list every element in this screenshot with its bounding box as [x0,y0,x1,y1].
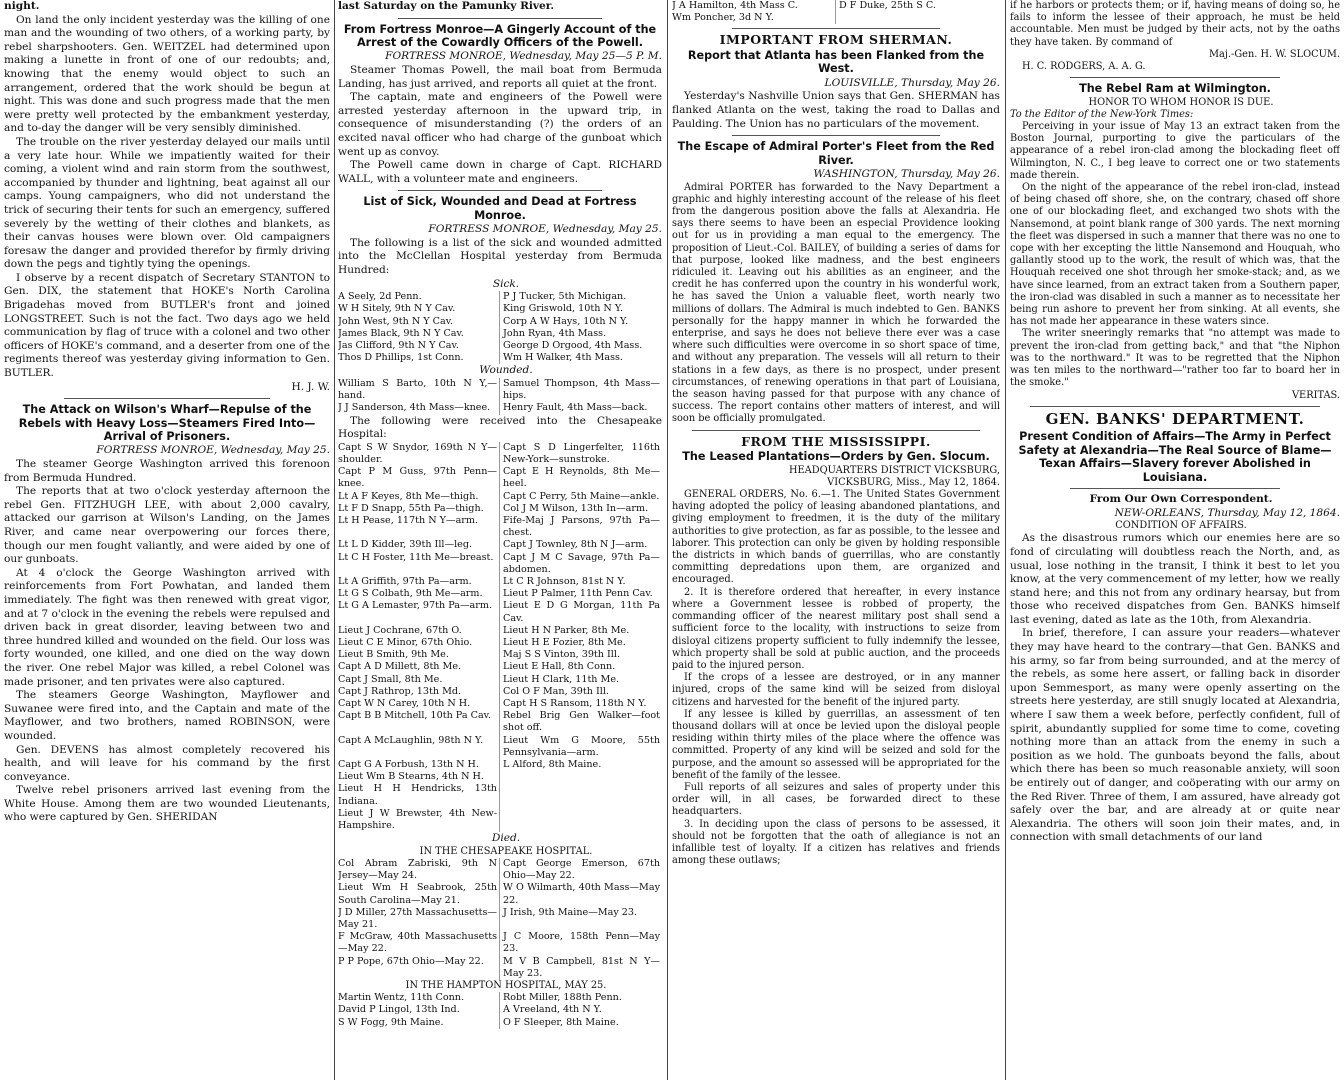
paragraph: The writer sneeringly remarks that "no attempt was made to prevent the iron-clad from getting back," and that "the Niphon was to the northward." It was to be regretted that the Niphon was ten miles to the northward—"rather too far to board her in the smoke." [1010,328,1340,389]
divider [64,398,270,399]
paragraph: GENERAL ORDERS, No. 6.—1. The United States Government having adopted the policy of leasing abandoned plantations, and giving employment to freedmen, it is the duty of the military authorities to give protection, as far as possible, to the lessee and laborer. This protection can only be given by holding responsible the districts in which bands of guerrillas, who are constantly committing depredations upon them, are organized and encouraged. [672,489,1000,586]
list-item: A Vreeland, 4th N Y. [503,1004,602,1016]
list-item: Capt J Rathrop, 13th Md. [338,686,500,698]
article-headline: The Rebel Ram at Wilmington. [1079,82,1271,96]
list-item: Capt C Perry, 5th Maine—ankle. [503,490,660,502]
paragraph: The Powell came down in charge of Capt. RICHARD WALL, with a volunteer mate and engineers. [338,159,662,185]
dateline: HEADQUARTERS DISTRICT VICKSBURG, [788,464,1000,476]
dateline: NEW-ORLEANS, Thursday, May 12, 1864. [1114,506,1340,519]
paragraph: The captain, mate and engineers of the Powell were arrested yesterday afternoon in the upward trip, in consequence of misunderstanding (?) the orders of an excited naval officer who had charge of the gunboat which went up as convoy. [338,91,662,158]
list-item: Capt W N Carey, 10th N H. [338,698,500,710]
section-headline: GEN. BANKS' DEPARTMENT. [1045,409,1305,428]
paragraph: If the crops of a lessee are destroyed, or in any manner injured, crops of the same kind will be seized from disloyal citizens and harvested for the benefit of the injured party. [672,672,1000,708]
paragraph: The following is a list of the sick and wounded admitted into the McClellan Hospital yesterday from Bermuda Hundred: [338,236,662,276]
list-item: Lieut C E Minor, 67th Ohio. [338,637,500,649]
list-label: Died. [491,832,521,845]
paragraph: Twelve rebel prisoners arrived last evening from the White House. Among them are two wounded Lieutenants, who were captured by Gen. SHERIDAN [4,784,330,824]
list-item: Capt A McLaughlin, 98th N Y. [338,735,500,759]
list-item: Maj S S Vinton, 39th Ill. [503,649,620,661]
divider [692,430,980,431]
list-item: M V B Campbell, 81st N Y—May 23. [503,955,660,979]
list-item: Capt G A Forbush, 13th N H. [338,759,500,771]
list-item: O F Sleeper, 8th Maine. [503,1016,619,1028]
list-item: A Seely, 2d Penn. [338,291,500,303]
paragraph: On the night of the appearance of the rebel iron-clad, instead of being chased off shore, she, on the contrary, chased off shore one of our blockading fleet, and exchanged two shots with the Nansemond, at point blank range of 300 yards. The next morning the fleet was dispersed in such a manner that there was no one to cope with her excepting the little Nansemond and Houquah, who gallantly stood up to the work, the result of which was, that the Houquah received one shot through her smoke-stack; and, as we have since learned, from an extract taken from a Southern paper, the iron-clad was disabled in such a manner as to necessitate her being run ashore to prevent her from sinking. At all events, she has not made her appearance in these waters since. [1010,182,1340,328]
list-item: Lieut Wm B Stearns, 4th N H. [338,771,500,783]
paragraph: if he harbors or protects them; or if, having means of doing so, he fails to inform the lessee of their approach, he must be held accountable. Men must be judged by their acts, not by the oaths they have taken. By command of [1010,0,1340,48]
list-item: George D Orgood, 4th Mass. [503,339,643,351]
list-item: Lieut E D G Morgan, 11th Pa Cav. [503,600,660,624]
divider [732,28,940,29]
wounded-list [338,378,662,415]
list-item: Lieut H H Hendricks, 13th Indiana. [338,783,500,807]
column-3 [672,0,1000,1080]
list-item: D F Duke, 25th S C. [839,0,936,11]
paragraph: The reports that at two o'clock yesterday afternoon the rebel Gen. FITZHUGH LEE, with about 2,000 cavalry, attacked our garrison at Wilson's Landing, on the James River, and came near overpowering our forces there, though our men fought valiantly, and were aided by one of our gunboats. [4,485,330,566]
divider [1030,406,1320,407]
list-item: Capt J Townley, 8th N J—arm. [503,539,648,551]
list-item: Capt S W Snydor, 169th N Y—shoulder. [338,442,500,466]
paragraph: If any lessee is killed by guerrillas, an assessment of ten thousand dollars will at once be levied upon the disloyal people residing within thirty miles of the place where the offence was committed. Property of any kind will be seized and sold for the purpose, and the amount so assessed will be appropriated for the benefit of the family of the lessee. [672,708,1000,781]
divider [1070,77,1280,78]
list-item: Lieut B Smith, 9th Me. [338,649,500,661]
list-item: Capt J Small, 8th Me. [338,674,500,686]
paragraph: The steamers George Washington, Mayflower and Suwanee were fired into, and the Captain and mate of the Mayflower, and two brothers, named ROBINSON, were wounded. [4,689,330,742]
list-item: Capt S D Lingerfelter, 116th New-York—sunstroke. [503,441,660,465]
list-item: Lt G S Colbath, 9th Me—arm. [338,588,500,600]
list-item: Capt E H Reynolds, 8th Me—heel. [503,466,660,490]
column-rule [334,0,335,1080]
list-item: Lieut H N Parker, 8th Me. [503,624,630,636]
paragraph: Full reports of all seizures and sales of property under this order will, in all cases, be forwarded direct to these headquarters. [672,781,1000,818]
column-2 [338,0,662,1080]
list-item: L Alford, 8th Maine. [503,759,602,771]
list-item: P J Tucker, 5th Michigan. [503,291,627,303]
dateline: FORTRESS MONROE, Wednesday, May 25—5 P. M. [385,50,662,63]
list-item: Lt A Griffith, 97th Pa—arm. [338,576,500,588]
paragraph: I observe by a recent dispatch of Secretary STANTON to Gen. DIX, the statement that HOKE's North Carolina Brigadehas moved from BUTLER's front and joined LONGSTREET. Such is not the fact. Two days ago we held communication by flag of truce with a colonel and two other officers of HOKE's command, and a deserter from one of the regiments thereof was yesterday giving information to Gen. BUTLER. [4,271,330,380]
list-item: Col J M Wilson, 13th In—arm. [503,502,649,514]
dateline: VICKSBURG, Miss., May 12, 1864. [827,476,1000,488]
article-headline: The Escape of Admiral Porter's Fleet from the Red River. [677,140,995,167]
article-headline: Report that Atlanta has been Flanked from the West. [687,49,985,76]
paragraph: On land the only incident yesterday was the killing of one man and the wounding of two others, of a working party, by rebel sharpshooters. Gen. WEITZEL had determined upon making a lunette in front of one of our redoubts; and, knowing that the enemy would object to such an arrangement, ordered that the work should be begun at night. This was done and such progress made that the men were pretty well protected by the embankment yesterday, and to-day the danger will be very sensibly diminished. [4,13,330,135]
article-headline: From Fortress Monroe—A Gingerly Account of the Arrest of the Cowardly Officers of the Powell. [343,22,657,49]
list-item [500,783,662,807]
list-item: Lieut H E Fozier, 8th Me. [503,636,626,648]
paragraph: The trouble on the river yesterday delayed our mails until a very late hour. While we impatiently waited for their coming, a violent wind and rain storm from the southwest, accompanied by thunder and lightning, beat against all our camps. Young campaigners, who did not understand the trick of securing their tents for such an emergency, suffered severely by the wetting of their clothes and blankets, as their canvas houses were blown over. Old campaigners foresaw the danger and provided therefor by firmly driving down the pegs and tightly tying the openings. [4,135,330,271]
list-item: Capt H S Ransom, 118th N Y. [503,698,647,709]
list-item: J A Hamilton, 4th Mass C. [672,0,836,12]
paragraph: As the disastrous rumors which our enemies here are so fond of circulating will doubtless reach the North, and, as usual, lose nothing in the transit, I think it best to let you know, at the very commencement of my letter, how we really stand here; and this not from any ordinary hearsay, but from those who received dispatches from Gen. BANKS himself last evening, dated as late as the 10th, from Alexandria. [1010,532,1340,626]
column-rule [667,0,668,1080]
paragraph: In brief, therefore, I can assure your readers—whatever they may have heard to the contrary—that Gen. BANKS and his army, so far from being surrounded, and at the mercy of the rebels, as some here assert, or falling back in disorder upon Semmesport, as many were openly asserting on the streets here yesterday, are still snugly located at Alexandria, where I saw them a week before, perfectly confident, full of spirit, abundantly supplied for some time to come, coveting nothing more than an attack from the enemy in such a position as we hold. The gunboats beyond the falls, about which there has been so much reasonable anxiety, will soon be entirely out of danger, and coöperating with our army on the Red River. Three of them, I am assured, have already got safely over the bar, and are already at or quite near Alexandria. The others will soon join their mates, and, in connection with small detachments of our land [1010,627,1340,844]
died-chesapeake-list [338,858,662,980]
list-item: Lt F D Snapp, 55th Pa—thigh. [338,503,500,515]
signature: VERITAS. [1291,389,1340,401]
list-item: Thos D Phillips, 1st Conn. [338,352,500,364]
list-item: John West, 9th N Y Cav. [338,316,500,328]
salutation: To the Editor of the New-York Times: [1010,108,1194,120]
byline: From Our Own Correspondent. [1089,492,1273,505]
lead-line: last Saturday on the Pamunky River. [338,0,555,12]
list-item: David P Lingol, 13th Ind. [338,1004,500,1016]
list-item: Lieut J Cochrane, 67th O. [338,625,500,637]
divider [1070,488,1280,489]
paragraph: Gen. DEVENS has almost completely recovered his health, and will leave for his command by the first conveyance. [4,743,330,783]
list-item: J C Moore, 158th Penn—May 23. [503,931,660,955]
list-label: Wounded. [479,364,533,377]
list-item: Rebel Brig Gen Walker—foot shot off. [503,710,660,734]
list-label: Sick. [492,277,520,290]
list-item: Jas Clifford, 9th N Y Cav. [338,340,500,352]
paragraph: Admiral PORTER has forwarded to the Navy Department a graphic and highly interesting account of the release of his fleet from the dangerous position above the falls at Alexandria. He says there seems to have been an especial Providence looking out for us in providing a man equal to the emergency. The proposition of Lieut.-Col. BAILEY, of building a series of dams for that purpose, looked like madness, and the best engineers ridiculed it. Leaving out his abilities as an engineer, and the credit he has conferred upon the country in his wonderful work, he has saved the Union a valuable fleet, worth nearly two millions of dollars. The Admiral is much indebted to Gen. BANKS personally for the happy manner in which he forwarded the enterprise, and says he does not believe there ever was a case where such difficulties were overcome in so short space of time, and without any preparation. The vessels will all return to their stations in a few days, as there is no prospect, under present circumstances, of renewing operations in that part of Louisiana, the season having passed for that purpose with any chance of success. The report contains other matters of interest, and will soon be officially promulgated. [672,181,1000,425]
list-item: Wm Poncher, 3d N Y. [672,12,836,24]
list-item: Col Abram Zabriski, 9th N Jersey—May 24. [338,858,500,882]
list-item: John Ryan, 4th Mass. [503,327,607,339]
divider [398,190,602,191]
list-item: Lt C H Foster, 11th Me—breast. [338,552,500,576]
list-item: J J Sanderson, 4th Mass—knee. [338,402,500,414]
list-item: James Black, 9th N Y Cav. [338,328,500,340]
list-label: IN THE HAMPTON HOSPITAL, MAY 25. [405,980,607,992]
subhead: CONDITION OF AFFAIRS. [1115,520,1247,532]
signature: H. J. W. [291,380,330,393]
list-item: Samuel Thompson, 4th Mass—hips. [503,377,660,402]
list-item [500,771,662,783]
list-item: Corp A W Hays, 10th N Y. [503,315,629,327]
list-label: IN THE CHESAPEAKE HOSPITAL. [419,845,593,857]
list-item: Capt George Emerson, 67th Ohio—May 22. [503,858,660,882]
dateline: FORTRESS MONROE, Wednesday, May 25. [428,223,662,236]
list-item: King Griswold, 10th N Y. [503,303,624,315]
dateline: WASHINGTON, Thursday, May 26. [813,168,1000,180]
signature: H. C. RODGERS, A. A. G. [1022,61,1146,73]
list-item: Martin Wentz, 11th Conn. [338,992,500,1004]
list-item: Lieut Wm H Seabrook, 25th South Carolina—May 21. [338,882,500,906]
paragraph: At 4 o'clock the George Washington arrived with reinforcements from Fort Powhatan, and landed them immediately. The fight was then renewed with great vigor, and at 7 o'clock in the evening the rebels were repulsed and driven back in great disorder, leaving between two and three hundred killed and wounded on the field. Our loss was forty wounded, one killed, and one died on the way down the river. One rebel Major was killed, a rebel Colonel was made prisoner, and ten privates were also captured. [4,566,330,688]
list-item: Lt H Pease, 117th N Y—arm. [338,515,500,539]
section-headline: IMPORTANT FROM SHERMAN. [719,32,953,48]
paragraph: Yesterday's Nashville Union says that Gen. SHERMAN has flanked Atlanta on the west, taking the road to Dallas and Paulding. The Union has no particulars of the movement. [672,90,1000,130]
list-item: P P Pope, 67th Ohio—May 22. [338,956,500,980]
divider [732,135,940,136]
list-item: Lieut J W Brewster, 4th New-Hampshire. [338,808,500,832]
paragraph: The following were received into the Chesapeake Hospital: [338,414,662,441]
list-item: William S Barto, 10th N Y,—hand. [338,378,500,402]
list-item: Col O F Man, 39th Ill. [503,685,609,697]
list-item: Lt G A Lemaster, 97th Pa—arm. [338,600,500,624]
list-item: Capt P M Guss, 97th Penn—knee. [338,466,500,490]
dateline: LOUISVILLE, Thursday, May 26. [824,76,1000,89]
list-item: Lieut Wm G Moore, 55th Pennsylvania—arm. [503,734,660,758]
list-item: Capt B B Mitchell, 10th Pa Cav. [338,710,500,734]
list-item: Capt A D Millett, 8th Me. [338,661,500,673]
signature: Maj.-Gen. H. W. SLOCUM. [1209,48,1340,60]
list-item: Fife-Maj J Parsons, 97th Pa—chest. [503,514,660,539]
list-item: F McGraw, 40th Massachusetts—May 22. [338,931,500,955]
column-rule [1005,0,1006,1080]
article-headline: List of Sick, Wounded and Dead at Fortress Monroe. [363,195,637,222]
paragraph: Steamer Thomas Powell, the mail boat from Bermuda Landing, has just arrived, and reports all quiet at the front. [338,64,662,90]
paragraph: 3. In deciding upon the class of persons to be assessed, it should not be forgotten that the oath of allegiance is not an infallible test of loyalty. If a citizen has relatives and friends among these outlaws; [672,818,1000,867]
list-item: J D Miller, 27th Massachusetts—May 21. [338,907,500,931]
column-4 [1010,0,1340,1080]
section-headline: FROM THE MISSISSIPPI. [741,433,931,449]
paragraph: The steamer George Washington arrived this forenoon from Bermuda Hundred. [4,458,330,484]
list-item: Lt C R Johnson, 81st N Y. [503,575,626,587]
died-hampton-list [338,992,662,1029]
lead-line: night. [4,0,40,12]
column-1 [4,0,330,1080]
list-item: Lt L D Kidder, 39th Ill—leg. [338,539,500,551]
lead-list [672,0,1000,24]
list-item: Lieut P Palmer, 11th Penn Cav. [503,588,653,600]
list-item: Capt J M C Savage, 97th Pa—abdomen. [503,551,660,575]
dateline: FORTRESS MONROE, Wednesday, May 25. [96,444,330,457]
list-item: Robt Miller, 188th Penn. [503,992,622,1004]
list-item: J Irish, 9th Maine—May 23. [503,906,638,918]
list-item: Lieut E Hall, 8th Conn. [503,661,616,673]
list-item: S W Fogg, 9th Maine. [338,1017,500,1029]
chesapeake-list [338,442,662,833]
article-headline: The Leased Plantations—Orders by Gen. Slocum. [682,450,990,464]
article-headline: Present Condition of Affairs—The Army in Perfect Safety at Alexandria—The Real Source of Blame—Texan Affairs—Slavery forever Abolished in Louisiana. [1018,430,1332,484]
sick-list [338,291,662,364]
list-item [500,808,662,832]
paragraph: 2. It is therefore ordered that hereafter, in every instance where a Government lessee is robbed of property, the commanding officer of the nearest military post shall send a sufficient force to the locality, with instructions to seize from disloyal citizens property sufficient to fully indemnify the lessee, which property shall be sold at public auction, and the proceeds paid to the injured person. [672,586,1000,671]
subhead: HONOR TO WHOM HONOR IS DUE. [1088,96,1274,108]
list-item: Wm H Walker, 4th Mass. [503,352,623,364]
list-item: Lieut H Clark, 11th Me. [503,673,620,685]
list-item: W H Sitely, 9th N Y Cav. [338,303,500,315]
paragraph: Perceiving in your issue of May 13 an extract taken from the Boston Journal, purporting to give the particulars of the appearance of a rebel iron-clad among the blockading fleet off Wilmington, N. C., I beg leave to correct one or two statements made therein. [1010,121,1340,181]
list-item: Lt A F Keyes, 8th Me—thigh. [338,491,500,503]
article-headline: The Attack on Wilson's Wharf—Repulse of the Rebels with Heavy Loss—Steamers Fired Into—Arrival of Prisoners. [18,403,316,444]
list-item: Henry Fault, 4th Mass—back. [503,402,648,414]
divider [398,18,602,19]
list-item: W O Wilmarth, 40th Mass—May 22. [503,882,660,906]
